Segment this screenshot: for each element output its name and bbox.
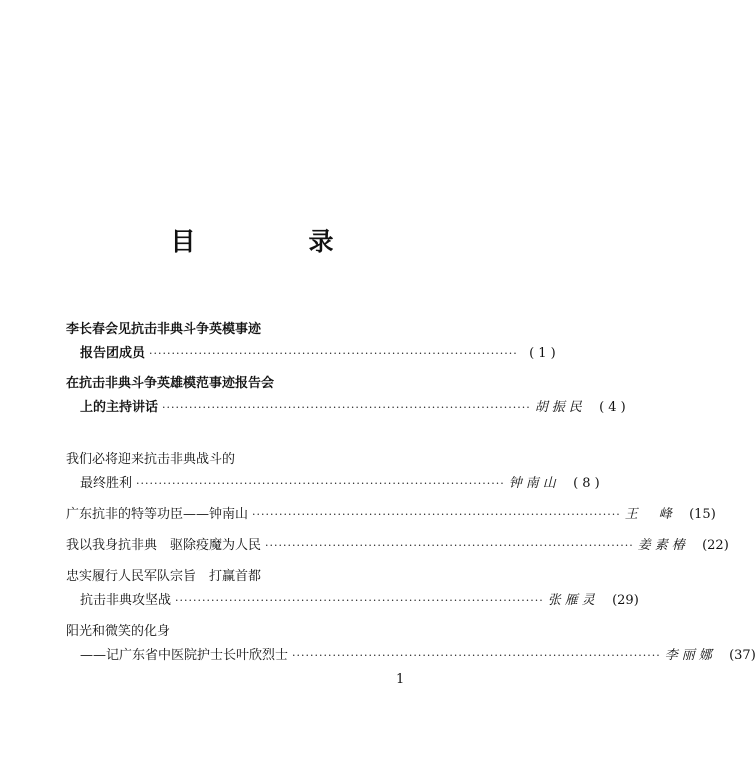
toc-entry-2-line1[interactable]: 在抗击非典斗争英雄模范事迹报告会: [66, 376, 275, 391]
toc-entry-1-line1[interactable]: 李长春会见抗击非典斗争英模事迹: [66, 322, 262, 337]
toc-entry-6-page: (29): [612, 593, 639, 608]
dot-leader: ··················································································: [149, 347, 518, 360]
dot-leader: ··················································································: [252, 508, 621, 521]
dot-leader: ··················································································: [292, 649, 661, 662]
toc-entry-2-page: ( 4 ): [599, 400, 626, 415]
dot-leader: ··················································································: [265, 539, 634, 552]
toc-entry-5-page: (22): [702, 538, 729, 553]
toc-entry-1-line2: 报告团成员: [80, 346, 146, 361]
toc-entry-2-line2: 上的主持讲话: [80, 400, 159, 415]
toc-entry-2[interactable]: [80, 400, 626, 416]
toc-entry-4-page: (15): [689, 507, 716, 522]
toc-entry-5-author: 姜素椿: [637, 538, 689, 553]
toc-entry-4[interactable]: [66, 507, 716, 523]
toc-entry-5-title: 我以我身抗非典 驱除疫魔为人民: [66, 538, 262, 553]
page-title: 目 录: [170, 227, 378, 256]
toc-entry-7[interactable]: [80, 648, 756, 664]
toc-entry-6[interactable]: [80, 593, 639, 609]
toc-entry-3-line2: 最终胜利: [80, 476, 133, 491]
toc-entry-4-title: 广东抗非的特等功臣——钟南山: [66, 507, 249, 522]
toc-entry-6-line1[interactable]: 忠实履行人民军队宗旨 打赢首都: [66, 569, 262, 584]
toc-entry-2-author: 胡振民: [534, 400, 586, 415]
toc-entry-7-page: (37): [729, 648, 756, 663]
toc-entry-3-line1[interactable]: 我们必将迎来抗击非典战斗的: [66, 452, 236, 467]
toc-entry-7-line2: ——记广东省中医院护士长叶欣烈士: [80, 648, 289, 663]
page-number: 1: [396, 672, 405, 687]
toc-entry-5[interactable]: [66, 538, 729, 554]
dot-leader: ··················································································: [136, 477, 505, 490]
toc-entry-1[interactable]: [80, 346, 556, 362]
toc-entry-1-page: ( 1 ): [529, 346, 556, 361]
toc-entry-6-line2: 抗击非典攻坚战: [80, 593, 172, 608]
toc-entry-3-author: 钟南山: [508, 476, 560, 491]
toc-entry-6-author: 张雁灵: [547, 593, 599, 608]
toc-entry-4-author: 王 峰: [624, 507, 676, 522]
toc-entry-3-page: ( 8 ): [573, 476, 600, 491]
toc-entry-7-author: 李丽娜: [664, 648, 716, 663]
dot-leader: ··················································································: [162, 401, 531, 414]
toc-entry-3[interactable]: [80, 476, 600, 492]
dot-leader: ··················································································: [175, 594, 544, 607]
toc-entry-7-line1[interactable]: 阳光和微笑的化身: [66, 624, 171, 639]
